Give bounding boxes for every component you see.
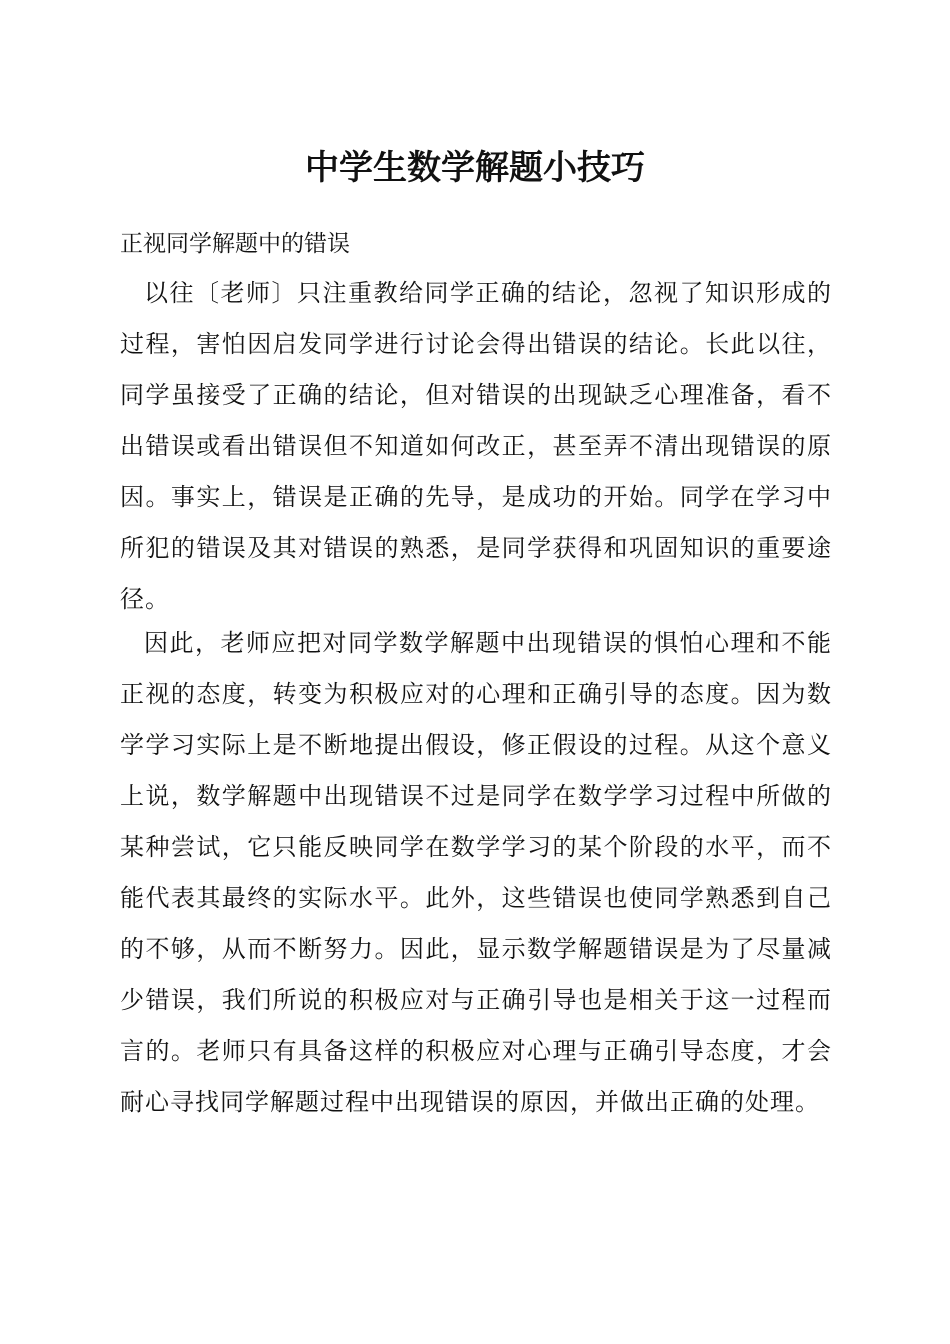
paragraph-1: 以往〔老师〕只注重教给同学正确的结论，忽视了知识形成的过程，害怕因启发同学进行讨论会得出错误的结论。长此以往，同学虽接受了正确的结论，但对错误的出现缺乏心理准备，看不出错误或看出错误但不知道如何改正，甚至弄不清出现错误的原因。事实上，错误是正确的先导，是成功的开始。同学在学习中所犯的错误及其对错误的熟悉，是同学获得和巩固知识的重要途径。 [120, 279, 832, 613]
paragraph-2: 因此，老师应把对同学数学解题中出现错误的惧怕心理和不能正视的态度，转变为积极应对的心理和正确引导的态度。因为数学学习实际上是不断地提出假设，修正假设的过程。从这个意义上说，数学解题中出现错误不过是同学在数学学习过程中所做的某种尝试，它只能反映同学在数学学习的某个阶段的水平，而不能代表其最终的实际水平。此外，这些错误也使同学熟悉到自己的不够，从而不断努力。因此，显示数学解题错误是为了尽量减少错误，我们所说的积极应对与正确引导也是相关于这一过程而言的。老师只有具备这样的积极应对心理与正确引导态度，才会耐心寻找同学解题过程中出现错误的原因，并做出正确的处理。 [120, 629, 832, 1116]
document-title: 中学生数学解题小技巧 [305, 148, 645, 188]
section-heading: 正视同学解题中的错误 [120, 231, 350, 257]
